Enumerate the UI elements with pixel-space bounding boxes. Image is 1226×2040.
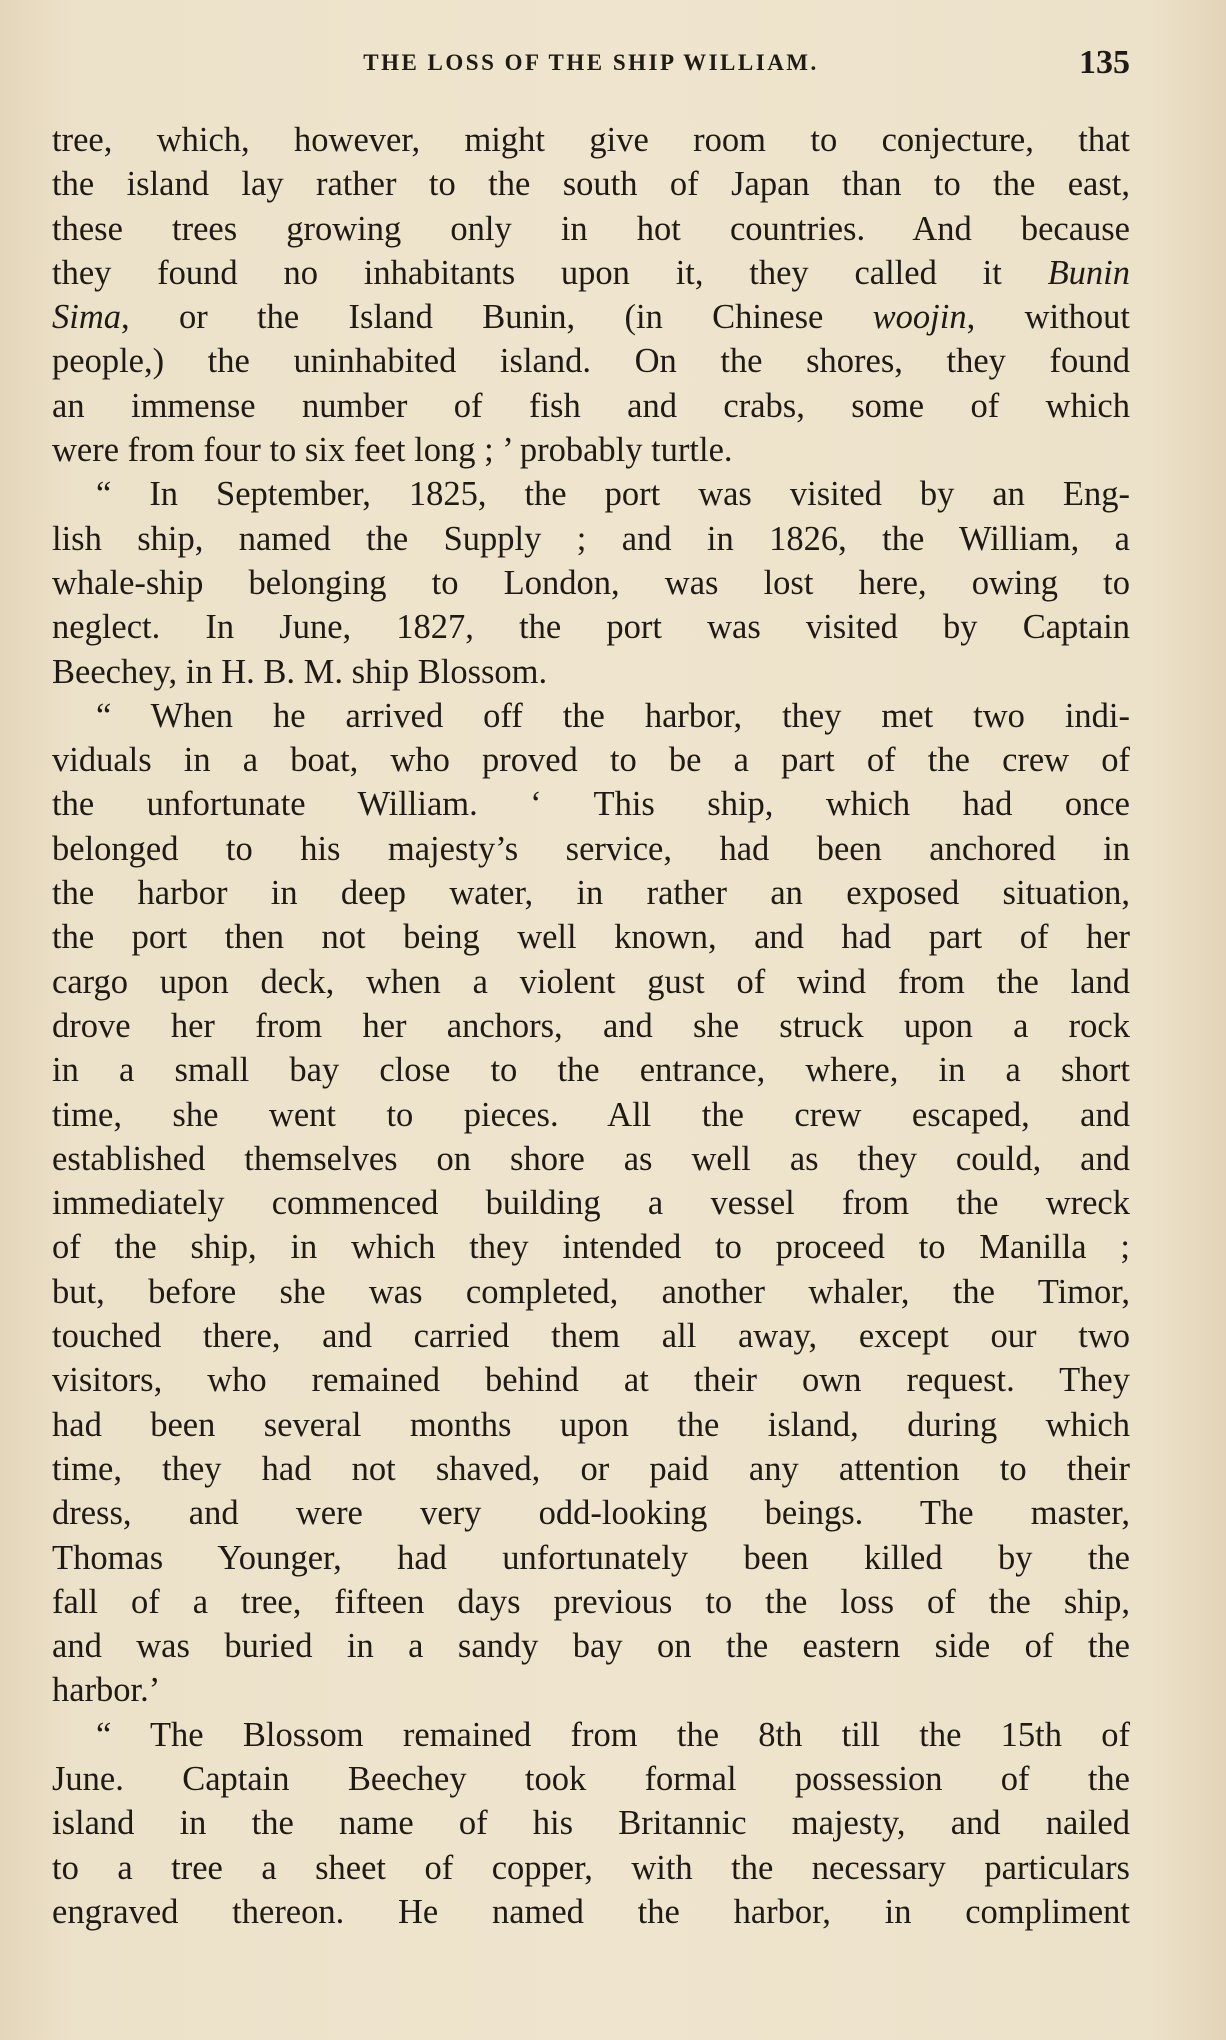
running-head bbox=[52, 44, 1130, 84]
text-run: time, they had not shaved, or paid any attention to their bbox=[52, 1449, 1130, 1488]
text-run: the island lay rather to the south of Japan than to the east, bbox=[52, 165, 1130, 204]
text-run: to a tree a sheet of copper, with the necessary particulars bbox=[52, 1848, 1130, 1887]
text-run: the unfortunate William. ‘ This ship, which had once bbox=[52, 785, 1130, 824]
text-line bbox=[52, 1314, 1130, 1358]
text-line bbox=[52, 1004, 1130, 1048]
text-run: of the ship, in which they intended to proceed to Manilla ; bbox=[52, 1228, 1130, 1267]
text-line bbox=[52, 384, 1130, 428]
text-run: the port then not being well known, and had part of her bbox=[52, 918, 1130, 957]
text-run: Thomas Younger, had unfortunately been killed by the bbox=[52, 1538, 1130, 1577]
text-run: cargo upon deck, when a violent gust of wind from the land bbox=[52, 962, 1130, 1001]
text-run: established themselves on shore as well as they could, and bbox=[52, 1139, 1130, 1178]
text-line bbox=[52, 251, 1130, 295]
text-line bbox=[52, 915, 1130, 959]
text-run: June. Captain Beechey took formal possession of the bbox=[52, 1759, 1130, 1798]
text-run: “ The Blossom remained from the 8th till the 15th of bbox=[96, 1715, 1130, 1754]
text-run: , or the Island Bunin, (in Chinese bbox=[121, 298, 873, 337]
text-run: touched there, and carried them all away, except our two bbox=[52, 1317, 1130, 1356]
italic-text: Bunin bbox=[1047, 253, 1130, 292]
text-line bbox=[52, 1447, 1130, 1491]
text-run: in a small bay close to the entrance, where, in a short bbox=[52, 1051, 1130, 1090]
italic-text: Sima bbox=[52, 298, 121, 337]
text-line bbox=[52, 1048, 1130, 1092]
text-run: lish ship, named the Supply ; and in 1826, the William, a bbox=[52, 519, 1130, 558]
text-run: whale-ship belonging to London, was lost here, owing to bbox=[52, 563, 1130, 602]
text-line bbox=[52, 1137, 1130, 1181]
text-line bbox=[52, 1358, 1130, 1402]
text-line bbox=[52, 561, 1130, 605]
text-run: dress, and were very odd-looking beings. The master, bbox=[52, 1494, 1130, 1533]
italic-text: woojin bbox=[872, 298, 967, 337]
text-run: they found no inhabitants upon it, they called it bbox=[52, 253, 1048, 292]
running-title: THE LOSS OF THE SHIP WILLIAM. bbox=[363, 50, 819, 75]
text-line bbox=[52, 1093, 1130, 1137]
text-line bbox=[52, 1270, 1130, 1314]
text-line bbox=[52, 162, 1130, 206]
text-run: fall of a tree, fifteen days previous to the loss of the ship, bbox=[52, 1582, 1130, 1621]
text-line bbox=[52, 1403, 1130, 1447]
text-line bbox=[52, 207, 1130, 251]
text-line bbox=[52, 650, 1130, 694]
text-run: island in the name of his Britannic majesty, and nailed bbox=[52, 1804, 1130, 1843]
text-line bbox=[52, 1846, 1130, 1890]
text-body bbox=[52, 118, 1130, 1934]
text-line bbox=[52, 960, 1130, 1004]
text-run: “ When he arrived off the harbor, they met two indi- bbox=[96, 696, 1130, 735]
text-run: and was buried in a sandy bay on the eastern side of the bbox=[52, 1627, 1130, 1666]
text-line bbox=[52, 1491, 1130, 1535]
text-run: viduals in a boat, who proved to be a part of the crew of bbox=[52, 741, 1130, 780]
text-run: harbor.’ bbox=[52, 1671, 161, 1710]
text-run: were from four to six feet long ; ’ probably turtle. bbox=[52, 431, 733, 470]
text-run: “ In September, 1825, the port was visited by an Eng- bbox=[96, 475, 1130, 514]
text-line bbox=[52, 1536, 1130, 1580]
text-line bbox=[52, 738, 1130, 782]
text-line bbox=[52, 1801, 1130, 1845]
text-run: neglect. In June, 1827, the port was visited by Captain bbox=[52, 608, 1130, 647]
text-run: drove her from her anchors, and she struck upon a rock bbox=[52, 1006, 1130, 1045]
text-run: belonged to his majesty’s service, had been anchored in bbox=[52, 829, 1130, 868]
text-run: but, before she was completed, another whaler, the Timor, bbox=[52, 1272, 1130, 1311]
text-run: people,) the uninhabited island. On the shores, they found bbox=[52, 342, 1130, 381]
text-line bbox=[52, 827, 1130, 871]
text-run: immediately commenced building a vessel from the wreck bbox=[52, 1184, 1130, 1223]
text-line bbox=[52, 472, 1130, 516]
text-line bbox=[52, 517, 1130, 561]
text-line bbox=[52, 428, 1130, 472]
text-line bbox=[52, 782, 1130, 826]
text-line bbox=[52, 1225, 1130, 1269]
text-run: Beechey, in H. B. M. ship Blossom. bbox=[52, 652, 548, 691]
text-run: tree, which, however, might give room to conjecture, that bbox=[52, 121, 1130, 159]
text-line bbox=[52, 1668, 1130, 1712]
text-run: , without bbox=[966, 298, 1130, 337]
text-run: had been several months upon the island, during which bbox=[52, 1405, 1130, 1444]
text-line bbox=[52, 694, 1130, 738]
text-line bbox=[52, 1757, 1130, 1801]
text-run: engraved thereon. He named the harbor, in compliment bbox=[52, 1892, 1130, 1931]
text-run: these trees growing only in hot countries. And because bbox=[52, 209, 1130, 248]
text-line bbox=[52, 295, 1130, 339]
text-line bbox=[52, 1624, 1130, 1668]
text-run: an immense number of fish and crabs, some of which bbox=[52, 386, 1130, 425]
text-line bbox=[52, 605, 1130, 649]
text-line bbox=[52, 339, 1130, 383]
text-line bbox=[52, 1713, 1130, 1757]
text-line bbox=[52, 118, 1130, 162]
text-line bbox=[52, 1580, 1130, 1624]
page-number: 135 bbox=[1079, 44, 1130, 81]
text-run: visitors, who remained behind at their own request. They bbox=[52, 1361, 1130, 1400]
text-run: time, she went to pieces. All the crew escaped, and bbox=[52, 1095, 1130, 1134]
text-line bbox=[52, 1181, 1130, 1225]
text-line bbox=[52, 1890, 1130, 1934]
text-run: the harbor in deep water, in rather an exposed situation, bbox=[52, 874, 1130, 913]
text-line bbox=[52, 871, 1130, 915]
